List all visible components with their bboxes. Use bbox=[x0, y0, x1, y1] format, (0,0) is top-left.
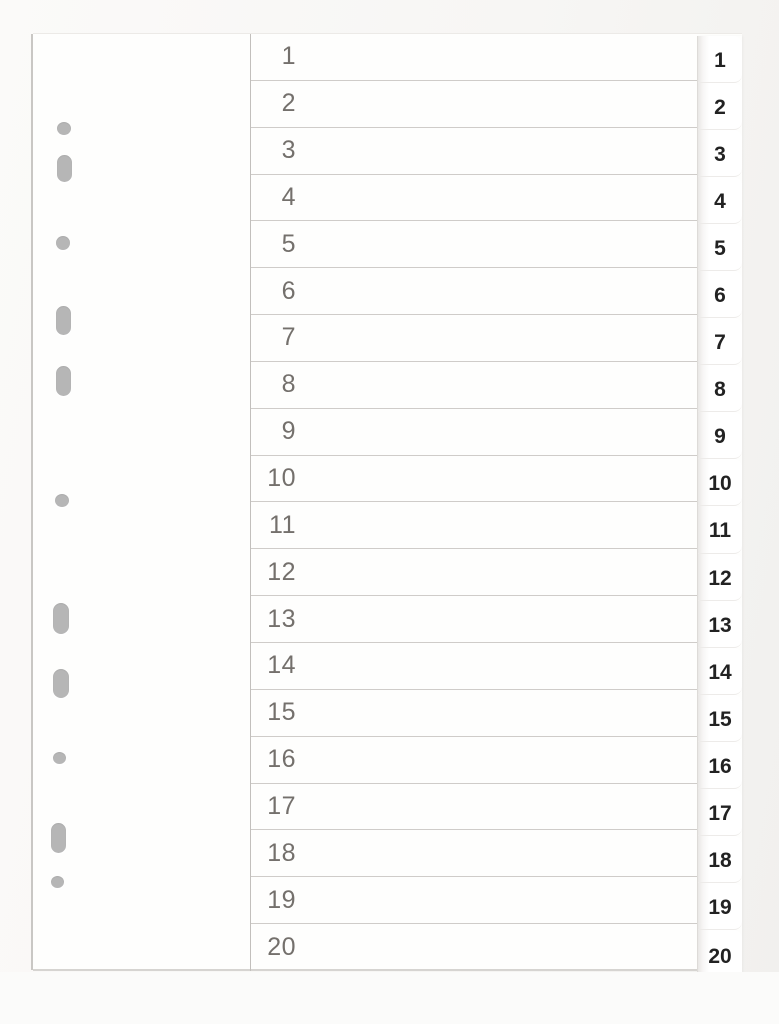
contents-row-number: 15 bbox=[267, 698, 296, 727]
contents-row bbox=[251, 175, 697, 222]
contents-row bbox=[251, 128, 697, 175]
index-tab bbox=[698, 836, 742, 883]
contents-row-number: 12 bbox=[267, 557, 296, 586]
index-tab-number: 14 bbox=[708, 660, 732, 684]
index-tab-number: 12 bbox=[708, 566, 732, 590]
index-tab bbox=[698, 224, 742, 271]
contents-row-number: 6 bbox=[281, 276, 296, 305]
index-tab bbox=[698, 930, 742, 980]
contents-row bbox=[251, 690, 697, 737]
index-tab bbox=[698, 459, 742, 506]
contents-row-number: 10 bbox=[267, 464, 296, 493]
contents-row-number: 7 bbox=[281, 323, 296, 352]
index-tab-number: 18 bbox=[708, 848, 732, 872]
contents-row-number: 3 bbox=[281, 136, 296, 165]
contents-row-number: 18 bbox=[267, 838, 296, 867]
index-tab-number: 2 bbox=[714, 96, 726, 120]
contents-row-number: 2 bbox=[281, 89, 296, 118]
punch-hole-round bbox=[56, 236, 70, 250]
contents-row bbox=[251, 221, 697, 268]
punch-hole-oblong bbox=[56, 306, 71, 335]
contents-row-number: 9 bbox=[281, 417, 296, 446]
punch-hole-round bbox=[51, 876, 64, 888]
contents-row-number: 19 bbox=[267, 885, 296, 914]
index-tab-number: 17 bbox=[708, 801, 732, 825]
contents-row bbox=[251, 268, 697, 315]
punch-hole-round bbox=[53, 752, 66, 764]
contents-row bbox=[251, 924, 697, 971]
index-tab bbox=[698, 365, 742, 412]
index-tab bbox=[698, 318, 742, 365]
contents-row bbox=[251, 830, 697, 877]
index-tab-number: 16 bbox=[708, 754, 732, 778]
contents-row-number: 4 bbox=[281, 182, 296, 211]
index-tab bbox=[698, 695, 742, 742]
index-tab bbox=[698, 789, 742, 836]
contents-row-number: 14 bbox=[267, 651, 296, 680]
punch-hole-round bbox=[55, 494, 69, 507]
contents-table bbox=[250, 34, 697, 971]
divider-sheet bbox=[33, 33, 742, 971]
contents-row bbox=[251, 315, 697, 362]
contents-row-number: 1 bbox=[281, 42, 296, 71]
index-tab-number: 6 bbox=[714, 284, 726, 308]
index-tab bbox=[698, 36, 742, 83]
index-tab bbox=[698, 648, 742, 695]
contents-row bbox=[251, 362, 697, 409]
index-tab bbox=[698, 177, 742, 224]
contents-row bbox=[251, 784, 697, 831]
index-tab bbox=[698, 554, 742, 601]
index-tab-number: 7 bbox=[714, 331, 726, 355]
contents-row-number: 20 bbox=[267, 932, 296, 961]
index-tab-number: 3 bbox=[714, 143, 726, 167]
contents-row-number: 17 bbox=[267, 791, 296, 820]
index-tab-number: 19 bbox=[708, 895, 732, 919]
sheet-left-edge bbox=[31, 34, 33, 970]
punch-hole-oblong bbox=[51, 823, 66, 853]
index-tab bbox=[698, 601, 742, 648]
punch-hole-oblong bbox=[56, 366, 71, 396]
contents-row bbox=[251, 409, 697, 456]
index-tab bbox=[698, 742, 742, 789]
index-tab-number: 15 bbox=[708, 707, 732, 731]
index-tab-number: 20 bbox=[708, 944, 732, 968]
index-tab-column bbox=[697, 36, 742, 977]
contents-row bbox=[251, 643, 697, 690]
index-tab-number: 5 bbox=[714, 237, 726, 261]
index-tab bbox=[698, 506, 742, 553]
contents-row-number: 5 bbox=[281, 229, 296, 258]
contents-row bbox=[251, 596, 697, 643]
index-tab bbox=[698, 130, 742, 177]
contents-row bbox=[251, 877, 697, 924]
index-tab-number: 4 bbox=[714, 190, 726, 214]
contents-row bbox=[251, 502, 697, 549]
index-tab-number: 1 bbox=[714, 49, 726, 73]
index-tab-number: 10 bbox=[708, 472, 732, 496]
index-tab-number: 13 bbox=[708, 613, 732, 637]
contents-row bbox=[251, 34, 697, 81]
contents-row bbox=[251, 456, 697, 503]
index-tab-number: 9 bbox=[714, 425, 726, 449]
index-tab bbox=[698, 412, 742, 459]
contents-row-number: 13 bbox=[267, 604, 296, 633]
index-tab-number: 8 bbox=[714, 378, 726, 402]
contents-row bbox=[251, 549, 697, 596]
punch-hole-round bbox=[57, 122, 71, 135]
contents-row-number: 16 bbox=[267, 745, 296, 774]
punch-hole-oblong bbox=[57, 155, 72, 182]
punch-hole-oblong bbox=[53, 669, 69, 698]
index-tab-number: 11 bbox=[708, 519, 732, 543]
index-tab bbox=[698, 83, 742, 130]
index-tab bbox=[698, 883, 742, 930]
contents-row bbox=[251, 81, 697, 128]
punch-hole-oblong bbox=[53, 603, 69, 634]
contents-row bbox=[251, 737, 697, 784]
index-tab bbox=[698, 271, 742, 318]
contents-row-number: 11 bbox=[269, 510, 296, 539]
contents-row-number: 8 bbox=[281, 370, 296, 399]
